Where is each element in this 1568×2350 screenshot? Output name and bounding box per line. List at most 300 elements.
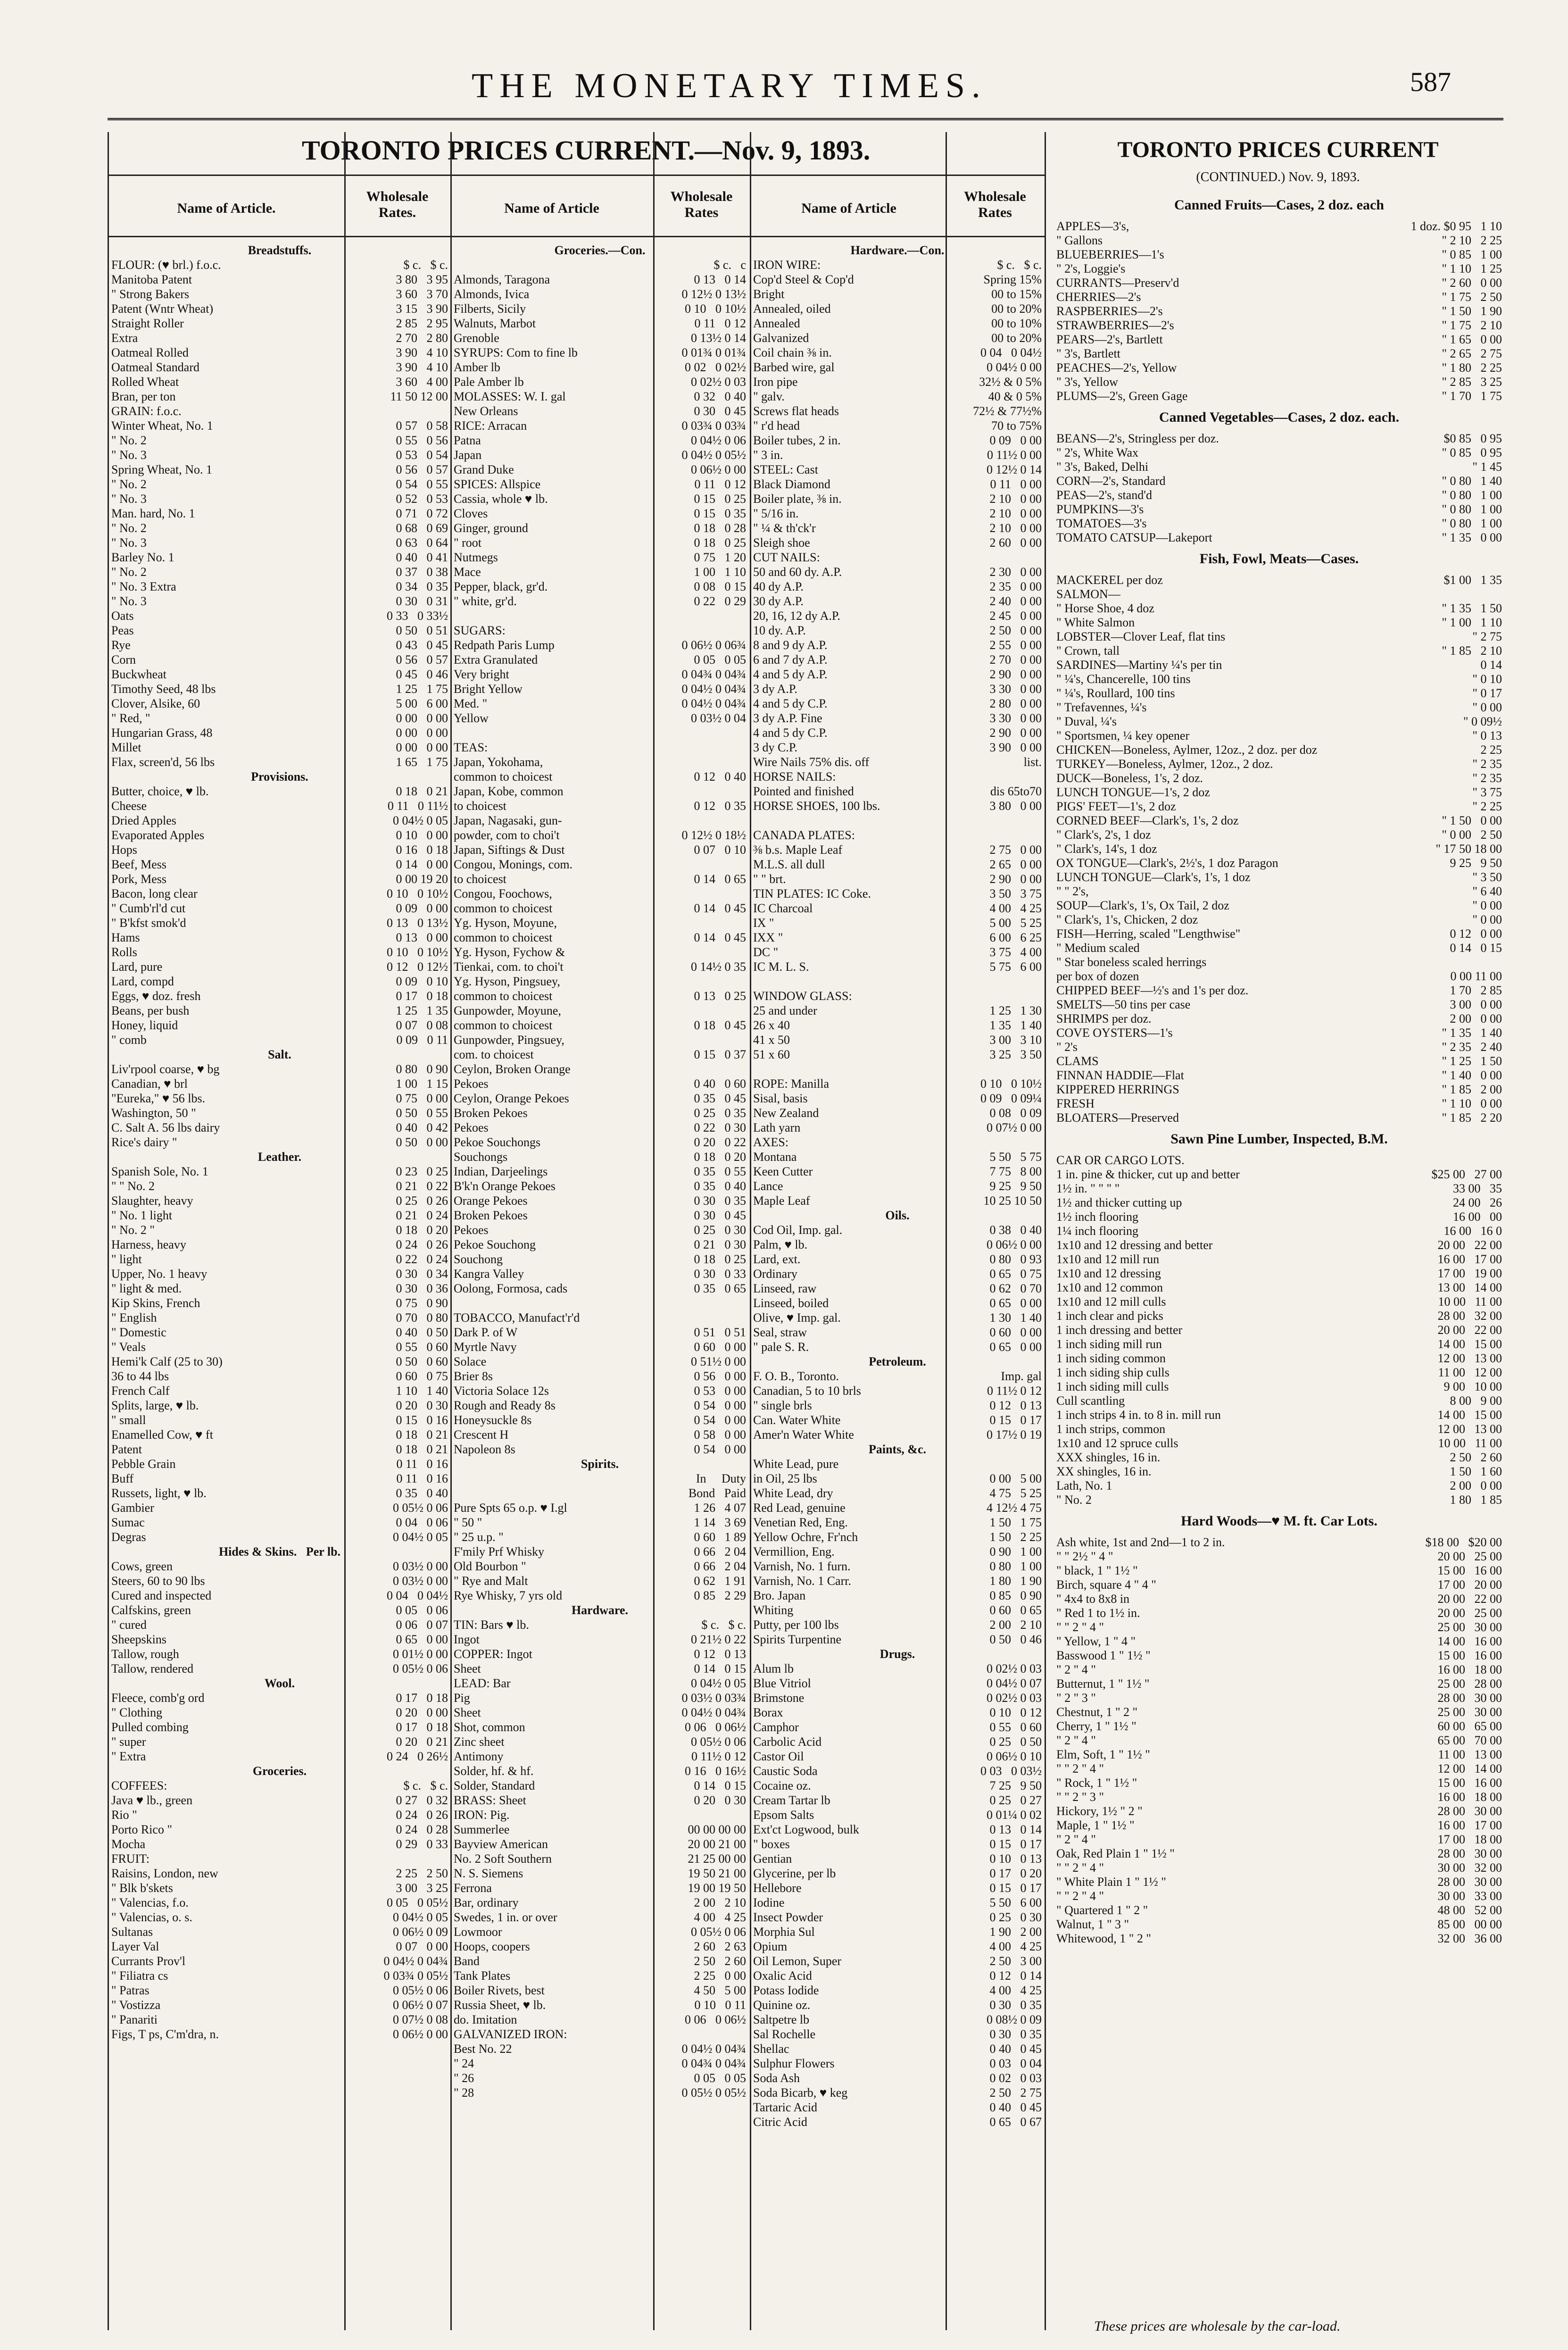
article-rate: 0 35 0 40	[396, 1486, 448, 1500]
article-name: Spring Wheat, No. 1	[111, 463, 212, 476]
article-name: APPLES—3's,	[1056, 219, 1129, 233]
price-row	[753, 1676, 1042, 1691]
price-row	[454, 1939, 746, 1954]
article-name: " Horse Shoe, 4 doz	[1056, 601, 1154, 615]
section-heading: Petroleum.	[869, 1355, 926, 1368]
price-row	[753, 2071, 1042, 2085]
article-rate: 0 43 0 45	[396, 638, 448, 652]
article-rate: 0 55 0 60	[989, 1720, 1042, 1734]
article-name: Patent (Wntr Wheat)	[111, 302, 214, 316]
price-row	[753, 1267, 1042, 1281]
article-name: BRASS: Sheet	[454, 1793, 526, 1807]
article-rate: 0 25 0 35	[694, 1106, 746, 1120]
article-name: Spanish Sole, No. 1	[111, 1165, 208, 1178]
article-rate: 70 to 75%	[991, 419, 1042, 433]
right-price-row	[1056, 1917, 1502, 1932]
article-name: " 2 " 4 "	[1056, 1663, 1096, 1676]
article-name: F. O. B., Toronto.	[753, 1369, 839, 1383]
article-rate	[947, 813, 1042, 828]
article-name: 1 in. pine & thicker, cut up and better	[1056, 1167, 1240, 1181]
article-rate: 0 06 0 06½	[685, 1720, 746, 1734]
article-name: Opium	[753, 1940, 788, 1953]
article-name: Boiler tubes, 2 in.	[753, 433, 841, 447]
price-row	[454, 1033, 746, 1047]
article-name: Pale Amber lb	[454, 375, 524, 389]
price-row	[454, 711, 746, 725]
article-rate: " 1 50 0 00	[1442, 814, 1502, 827]
price-row	[753, 638, 1042, 652]
article-rate: 10 25 10 50	[983, 1194, 1042, 1208]
article-rate: 1 25 1 30	[989, 1004, 1042, 1017]
article-rate: " 1 00 1 10	[1442, 616, 1502, 629]
article-name: Mace	[454, 565, 481, 579]
article-rate: 0 12 0 14	[989, 1969, 1042, 1983]
article-rate: 0 20 0 21	[396, 1735, 448, 1749]
article-name: Hickory, 1½ " 2 "	[1056, 1804, 1143, 1818]
article-name: 41 x 50	[753, 1033, 790, 1047]
article-name: Vermillion, Eng.	[753, 1545, 835, 1558]
article-rate: 7 75 8 00	[989, 1165, 1042, 1178]
article-name: " No. 2	[111, 433, 147, 447]
article-rate: 0 01¾ 0 01¾	[681, 346, 746, 359]
price-column-3	[753, 243, 1042, 2318]
article-name: Bar, ordinary	[454, 1896, 519, 1909]
article-name: FRUIT:	[111, 1852, 150, 1866]
section-heading: Breadstuffs.	[248, 243, 312, 257]
article-name: IC M. L. S.	[753, 960, 809, 974]
article-rate: 85 00 00 00	[1437, 1917, 1502, 1931]
price-row	[454, 1866, 746, 1881]
price-row	[454, 974, 746, 989]
price-row	[753, 1983, 1042, 1998]
price-row	[753, 799, 1042, 813]
price-row	[111, 1369, 448, 1383]
price-row	[454, 2042, 746, 2056]
article-rate: 0 38 0 40	[989, 1223, 1042, 1237]
price-row	[753, 1822, 1042, 1837]
article-rate: 0 15 0 17	[989, 1413, 1042, 1427]
column-rule	[450, 132, 452, 2330]
header-rates-3: Wholesale Rates	[964, 189, 1026, 220]
article-rate: 0 50 0 51	[396, 624, 448, 637]
article-rate: 00 to 15%	[991, 287, 1042, 301]
article-name: per box of dozen	[1056, 969, 1139, 983]
price-row	[454, 1734, 746, 1749]
price-row	[753, 521, 1042, 535]
article-name: " 3 in.	[753, 448, 783, 462]
price-row	[111, 857, 448, 872]
article-name: Layer Val	[111, 1940, 159, 1953]
article-name: 1x10 and 12 spruce culls	[1056, 1436, 1178, 1450]
article-rate: 0 03½ 0 00	[393, 1559, 448, 1573]
article-name: " No. 3	[111, 492, 147, 506]
article-name: Ext'ct Logwood, bulk	[753, 1823, 859, 1836]
price-row	[753, 1530, 1042, 1544]
article-name: Cod Oil, Imp. gal.	[753, 1223, 843, 1237]
price-row	[454, 959, 746, 974]
price-row	[111, 623, 448, 638]
article-name: " cured	[111, 1618, 147, 1632]
right-price-row	[1056, 729, 1502, 743]
article-name: Annealed, oiled	[753, 302, 831, 316]
price-row	[454, 638, 746, 652]
price-row	[753, 404, 1042, 418]
right-price-row	[1056, 1875, 1502, 1889]
article-rate: 3 00 0 00	[1450, 998, 1502, 1011]
article-rate: 0 35 0 55	[694, 1165, 746, 1178]
price-row	[111, 1179, 448, 1193]
article-name: Wire Nails 75% dis. off	[753, 755, 870, 769]
article-rate: 12 00 14 00	[1437, 1762, 1502, 1775]
article-name: Linseed, boiled	[753, 1296, 829, 1310]
price-row	[111, 1734, 448, 1749]
article-name: Pekoe Souchong	[454, 1238, 536, 1251]
article-rate: " 0 00	[1472, 899, 1502, 912]
article-rate: 0 10 0 13	[989, 1852, 1042, 1866]
article-name: Almonds, Ivica	[454, 287, 530, 301]
article-rate: " 0 00 2 50	[1442, 828, 1502, 842]
article-rate: 0 06 0 06½	[685, 2013, 746, 2026]
article-rate	[354, 1851, 448, 1866]
article-rate: 3 30 0 00	[989, 711, 1042, 725]
article-rate: 0 65 0 00	[989, 1340, 1042, 1354]
article-rate: 4 12½ 4 75	[987, 1501, 1042, 1515]
price-row	[454, 1383, 746, 1398]
price-row	[111, 1808, 448, 1822]
price-row	[753, 1632, 1042, 1647]
price-row	[454, 1544, 746, 1559]
article-name: 3 dy A.P.	[753, 682, 797, 696]
article-name: Butter, choice, ♥ lb.	[111, 784, 209, 798]
price-row	[454, 360, 746, 375]
article-name: Soda Ash	[753, 2071, 800, 2085]
article-rate: 0 08 0 15	[694, 580, 746, 593]
article-name: No. 2 Soft Southern	[454, 1852, 552, 1866]
article-name: Fleece, comb'g ord	[111, 1691, 205, 1705]
price-row	[111, 1442, 448, 1457]
article-rate: 1 50 1 75	[989, 1516, 1042, 1529]
article-rate	[947, 1135, 1042, 1150]
right-price-row	[1056, 842, 1502, 856]
price-row	[111, 1500, 448, 1515]
price-row	[111, 1866, 448, 1881]
article-name: " No. 3	[111, 536, 147, 550]
article-rate: 20 00 22 00	[1437, 1238, 1502, 1252]
article-name: Peas	[111, 624, 134, 637]
article-rate	[1384, 955, 1502, 969]
article-name: Pekoes	[454, 1223, 489, 1237]
article-rate: 40 & 0 5%	[988, 390, 1042, 403]
article-name: Citric Acid	[753, 2115, 807, 2129]
article-name: Lowmoor	[454, 1925, 502, 1939]
article-name: 51 x 60	[753, 1048, 790, 1061]
price-row	[753, 1413, 1042, 1427]
price-row	[111, 1003, 448, 1018]
price-row	[111, 462, 448, 477]
article-rate: 1 00 1 10	[694, 565, 746, 579]
right-price-row	[1056, 460, 1502, 474]
article-rate	[652, 608, 746, 623]
price-row	[454, 1193, 746, 1208]
price-row	[454, 1091, 746, 1106]
article-rate: 0 12 0 13	[989, 1399, 1042, 1412]
article-rate: 0 04½ 0 05½	[681, 448, 746, 462]
article-name: Beef, Mess	[111, 858, 166, 871]
price-row	[454, 594, 746, 608]
article-rate: 0 05½ 0 06	[393, 1983, 448, 1997]
article-rate: 0 04½ 0 06	[691, 433, 746, 447]
article-rate: $18 00 $20 00	[1425, 1535, 1502, 1549]
article-name: CORNED BEEF—Clark's, 1's, 2 doz	[1056, 814, 1239, 827]
right-price-row	[1056, 743, 1502, 757]
article-name: 1 inch strips, common	[1056, 1422, 1166, 1436]
article-rate: 0 05 0 06	[396, 1603, 448, 1617]
article-rate: 0 12 0 12½	[387, 960, 448, 974]
article-rate: 28 00 30 00	[1437, 1875, 1502, 1889]
article-rate: 0 20 0 30	[396, 1399, 448, 1412]
article-rate: 3 80 3 95	[396, 273, 448, 286]
right-price-row	[1056, 800, 1502, 814]
article-rate: 15 00 16 00	[1437, 1776, 1502, 1790]
price-row	[454, 1442, 746, 1457]
price-row	[753, 945, 1042, 959]
right-price-row	[1056, 389, 1502, 403]
article-name: 1 inch clear and picks	[1056, 1309, 1163, 1323]
article-rate: 0 50 0 60	[396, 1355, 448, 1368]
price-row	[753, 1925, 1042, 1939]
price-row	[454, 1340, 746, 1354]
article-rate: " 0 13	[1472, 729, 1502, 742]
article-name: TOMATOES—3's	[1056, 517, 1147, 530]
article-rate: 0 71 0 72	[396, 507, 448, 520]
article-rate: 0 14 0 15	[694, 1779, 746, 1792]
article-rate: 13 00 14 00	[1437, 1281, 1502, 1294]
price-row	[753, 1837, 1042, 1851]
article-rate: 28 00 30 00	[1437, 1847, 1502, 1860]
price-row	[454, 1237, 746, 1252]
article-name	[454, 1471, 652, 1486]
article-name: common to choicest	[454, 931, 553, 944]
price-row	[111, 316, 448, 331]
right-price-row	[1056, 1068, 1502, 1083]
price-row	[753, 258, 1042, 272]
article-name: Pekoes	[454, 1077, 489, 1091]
article-rate: 0 37 0 38	[396, 565, 448, 579]
article-name: CHIPPED BEEF—½'s and 1's per doz.	[1056, 983, 1249, 997]
article-rate: 33 00 35	[1453, 1182, 1502, 1195]
right-section-heading: Fish, Fowl, Meats—Cases.	[1199, 551, 1359, 567]
article-rate: 0 80 1 00	[989, 1559, 1042, 1573]
article-name: BEANS—2's, Stringless per doz.	[1056, 432, 1219, 445]
article-name: Oats	[111, 609, 134, 623]
price-row	[111, 1340, 448, 1354]
article-rate: " 0 17	[1472, 686, 1502, 700]
price-row	[454, 1837, 746, 1851]
article-rate: 0 11 0 12	[694, 477, 746, 491]
article-name: Bright Yellow	[454, 682, 523, 696]
article-rate	[947, 1062, 1042, 1076]
price-row	[753, 2100, 1042, 2115]
article-rate: 0 03½ 0 04	[691, 711, 746, 725]
article-rate: 20 00 25 00	[1437, 1606, 1502, 1620]
article-rate: 0 04½ 0 04¾	[681, 1706, 746, 1719]
price-row	[111, 667, 448, 682]
right-price-row	[1056, 318, 1502, 333]
price-row	[753, 462, 1042, 477]
article-rate: 0 06½ 0 00	[691, 463, 746, 476]
article-rate: Bond Paid	[688, 1486, 746, 1500]
article-name: Rio "	[111, 1808, 137, 1822]
article-name: Dark P. of W	[454, 1325, 518, 1339]
header-name-2: Name of Article	[504, 200, 599, 216]
section-heading: Spirits.	[581, 1457, 619, 1471]
article-name: FRESH	[1056, 1097, 1095, 1110]
article-name: Ordinary	[753, 1267, 797, 1281]
article-name: " Valencias, f.o.	[111, 1896, 189, 1909]
article-rate: $ c. c	[713, 258, 746, 272]
right-column	[1056, 191, 1502, 2314]
right-price-row	[1056, 785, 1502, 800]
article-rate: 0 08½ 0 09	[987, 2013, 1042, 2026]
article-rate: 0 55 0 56	[396, 433, 448, 447]
article-name: MACKEREL per doz	[1056, 573, 1163, 587]
article-name: BLOATERS—Preserved	[1056, 1111, 1179, 1125]
article-rate: 0 12 0 35	[694, 799, 746, 813]
article-name: Band	[454, 1954, 480, 1968]
article-rate: 0 18 0 21	[396, 1428, 448, 1442]
article-rate: 0 30 0 36	[396, 1282, 448, 1295]
article-name: N. S. Siemens	[454, 1867, 523, 1880]
article-name: " No. 2	[111, 565, 147, 579]
article-rate	[652, 1003, 746, 1018]
article-name: Camphor	[753, 1720, 799, 1734]
price-row	[454, 1427, 746, 1442]
price-row	[454, 1296, 746, 1310]
article-name: Cows, green	[111, 1559, 173, 1573]
price-row	[454, 784, 746, 799]
article-name: " Medium scaled	[1056, 941, 1140, 955]
price-row	[753, 959, 1042, 974]
article-rate: 14 00 15 00	[1437, 1408, 1502, 1422]
article-rate: 1 10 1 40	[396, 1384, 448, 1398]
article-rate: " 0 85 1 00	[1442, 248, 1502, 261]
price-row	[111, 389, 448, 404]
article-name: " " 2 " 3 "	[1056, 1790, 1104, 1804]
price-row	[753, 667, 1042, 682]
article-name: Lard, compd	[111, 975, 174, 988]
article-rate: 0 10 0 12	[989, 1706, 1042, 1719]
price-row	[454, 1252, 746, 1267]
article-name: common to choicest	[454, 1018, 553, 1032]
price-row	[753, 813, 1042, 828]
article-name: Screws flat heads	[753, 404, 839, 418]
article-rate: " 1 10 0 00	[1442, 1097, 1502, 1110]
price-row	[753, 1033, 1042, 1047]
article-rate: 4 00 4 25	[989, 1983, 1042, 1997]
article-name: com. to choicest	[454, 1048, 534, 1061]
price-row	[454, 652, 746, 667]
article-name: Souchong	[454, 1252, 503, 1266]
price-row	[111, 886, 448, 901]
article-name: PEAS—2's, stand'd	[1056, 488, 1152, 502]
price-row	[454, 1983, 746, 1998]
right-price-row	[1056, 1026, 1502, 1040]
price-row	[454, 1223, 746, 1237]
article-name: Barbed wire, gal	[753, 360, 835, 374]
price-row	[753, 1617, 1042, 1632]
right-price-row	[1056, 1394, 1502, 1408]
right-price-row	[1056, 276, 1502, 290]
article-name: Honey, liquid	[111, 1018, 178, 1032]
article-rate: 0 05½ 0 05½	[681, 2086, 746, 2100]
price-row	[454, 477, 746, 492]
article-rate: 0 11 0 11½	[387, 799, 448, 813]
right-price-row	[1056, 517, 1502, 531]
article-rate: 2 00 0 00	[1450, 1479, 1502, 1492]
price-row	[753, 1135, 1042, 1150]
article-name: Tartaric Acid	[753, 2100, 818, 2114]
article-name: Hellebore	[753, 1881, 802, 1895]
article-name: OX TONGUE—Clark's, 2½'s, 1 doz Paragon	[1056, 856, 1278, 870]
article-rate: 3 90 0 00	[989, 741, 1042, 754]
price-row	[753, 1193, 1042, 1208]
price-row	[454, 828, 746, 842]
article-name: Cop'd Steel & Cop'd	[753, 273, 854, 286]
article-rate: 0 13 0 25	[694, 989, 746, 1003]
price-row	[753, 331, 1042, 345]
price-row	[753, 1764, 1042, 1778]
price-row	[111, 1925, 448, 1939]
right-price-row	[1056, 955, 1502, 969]
price-row	[454, 1808, 746, 1822]
article-name: Enamelled Cow, ♥ ft	[111, 1428, 213, 1442]
article-name: " boxes	[753, 1837, 790, 1851]
footer-note: These prices are wholesale by the car-load.	[1094, 2318, 1341, 2334]
article-name: " Quartered 1 " 2 "	[1056, 1903, 1148, 1917]
article-rate: 0 18 0 25	[694, 536, 746, 550]
article-name: Russia Sheet, ♥ lb.	[454, 1998, 546, 2012]
article-name: Clover, Alsike, 60	[111, 697, 200, 710]
price-row	[111, 1998, 448, 2012]
article-rate: " 0 80 1 40	[1442, 474, 1502, 488]
article-name: Orange Pekoes	[454, 1194, 528, 1208]
article-rate: 0 03¾ 0 03¾	[681, 419, 746, 433]
article-rate: 2 50 0 00	[989, 624, 1042, 637]
article-rate: 0 07 0 00	[396, 1940, 448, 1953]
article-name: Japan, Yokohama,	[454, 755, 543, 769]
price-row	[753, 623, 1042, 638]
article-rate	[1384, 1153, 1502, 1167]
article-rate: " 1 85 2 20	[1442, 1111, 1502, 1125]
article-rate: 25 00 30 00	[1437, 1620, 1502, 1634]
price-row	[111, 638, 448, 652]
price-row	[753, 828, 1042, 842]
right-price-row	[1056, 233, 1502, 248]
price-row	[454, 842, 746, 857]
article-name: CAR OR CARGO LOTS.	[1056, 1153, 1185, 1167]
article-rate: " 3 50	[1472, 870, 1502, 884]
article-name: Corn	[111, 653, 136, 667]
right-price-row	[1056, 432, 1502, 446]
right-price-row	[1056, 1564, 1502, 1578]
article-name: " 3's, Yellow	[1056, 375, 1118, 389]
price-row	[753, 579, 1042, 594]
article-rate: 0 04½ 0 05	[393, 814, 448, 827]
price-row	[111, 1062, 448, 1076]
article-rate: 0 03 0 03½	[980, 1764, 1042, 1778]
right-price-row	[1056, 1719, 1502, 1733]
article-rate: 10 00 11 00	[1438, 1295, 1502, 1308]
